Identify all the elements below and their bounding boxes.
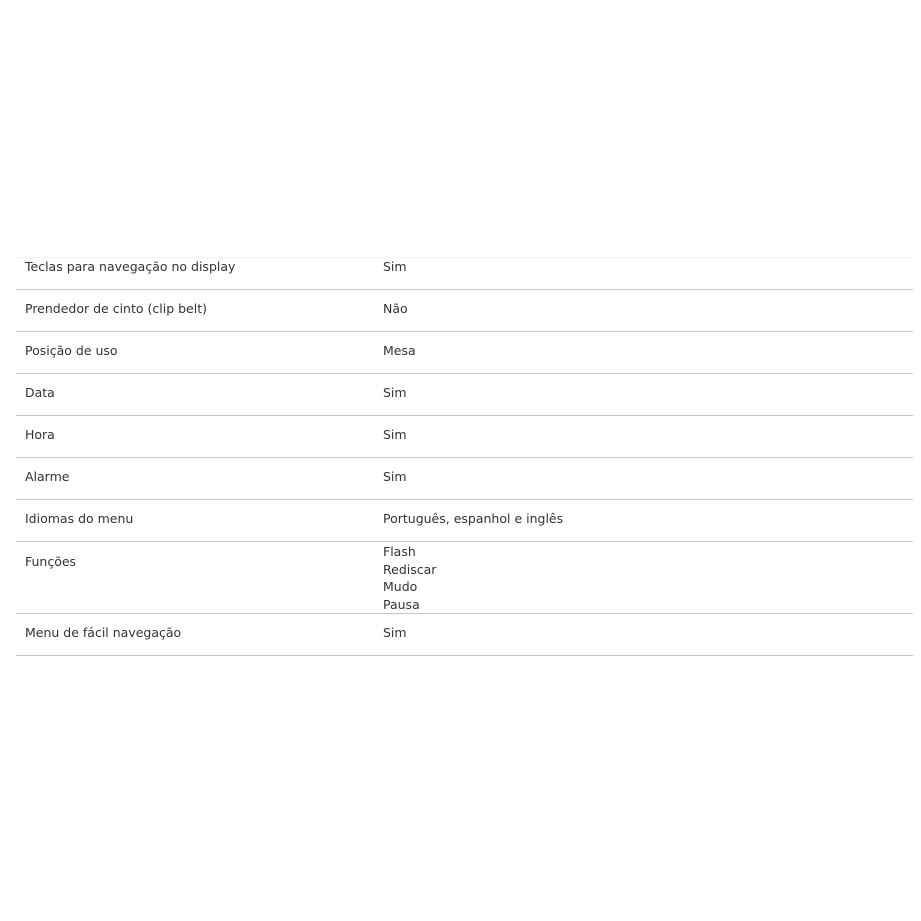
spec-value: Sim xyxy=(383,469,407,484)
spec-label: Hora xyxy=(25,427,55,442)
spec-value: Não xyxy=(383,301,408,316)
table-row xyxy=(16,290,913,332)
spec-value: Português, espanhol e inglês xyxy=(383,511,564,526)
spec-value-list xyxy=(383,543,436,613)
spec-label: Prendedor de cinto (clip belt) xyxy=(25,301,207,316)
table-row xyxy=(16,458,913,500)
spec-value-item: Pausa xyxy=(383,596,420,612)
spec-value: Mesa xyxy=(383,343,416,358)
spec-value-item: Rediscar xyxy=(383,561,437,577)
spec-label: Teclas para navegação no display xyxy=(25,259,236,274)
specifications-table xyxy=(16,257,913,656)
spec-value: Sim xyxy=(383,385,407,400)
spec-value: Sim xyxy=(383,259,407,274)
table-row xyxy=(16,416,913,458)
spec-label: Posição de uso xyxy=(25,343,118,358)
table-row xyxy=(16,542,913,614)
spec-label: Funções xyxy=(25,554,77,569)
table-row xyxy=(16,332,913,374)
spec-label: Alarme xyxy=(25,469,70,484)
spec-value-item: Flash xyxy=(383,544,416,559)
spec-value: Sim xyxy=(383,625,407,640)
spec-value: Sim xyxy=(383,427,407,442)
spec-label: Menu de fácil navegação xyxy=(25,625,182,640)
spec-label: Data xyxy=(25,385,55,400)
table-row xyxy=(16,500,913,542)
spec-label: Idiomas do menu xyxy=(25,511,134,526)
spec-value-item: Mudo xyxy=(383,579,418,594)
table-row xyxy=(16,257,913,290)
table-row xyxy=(16,374,913,416)
table-row xyxy=(16,614,913,656)
